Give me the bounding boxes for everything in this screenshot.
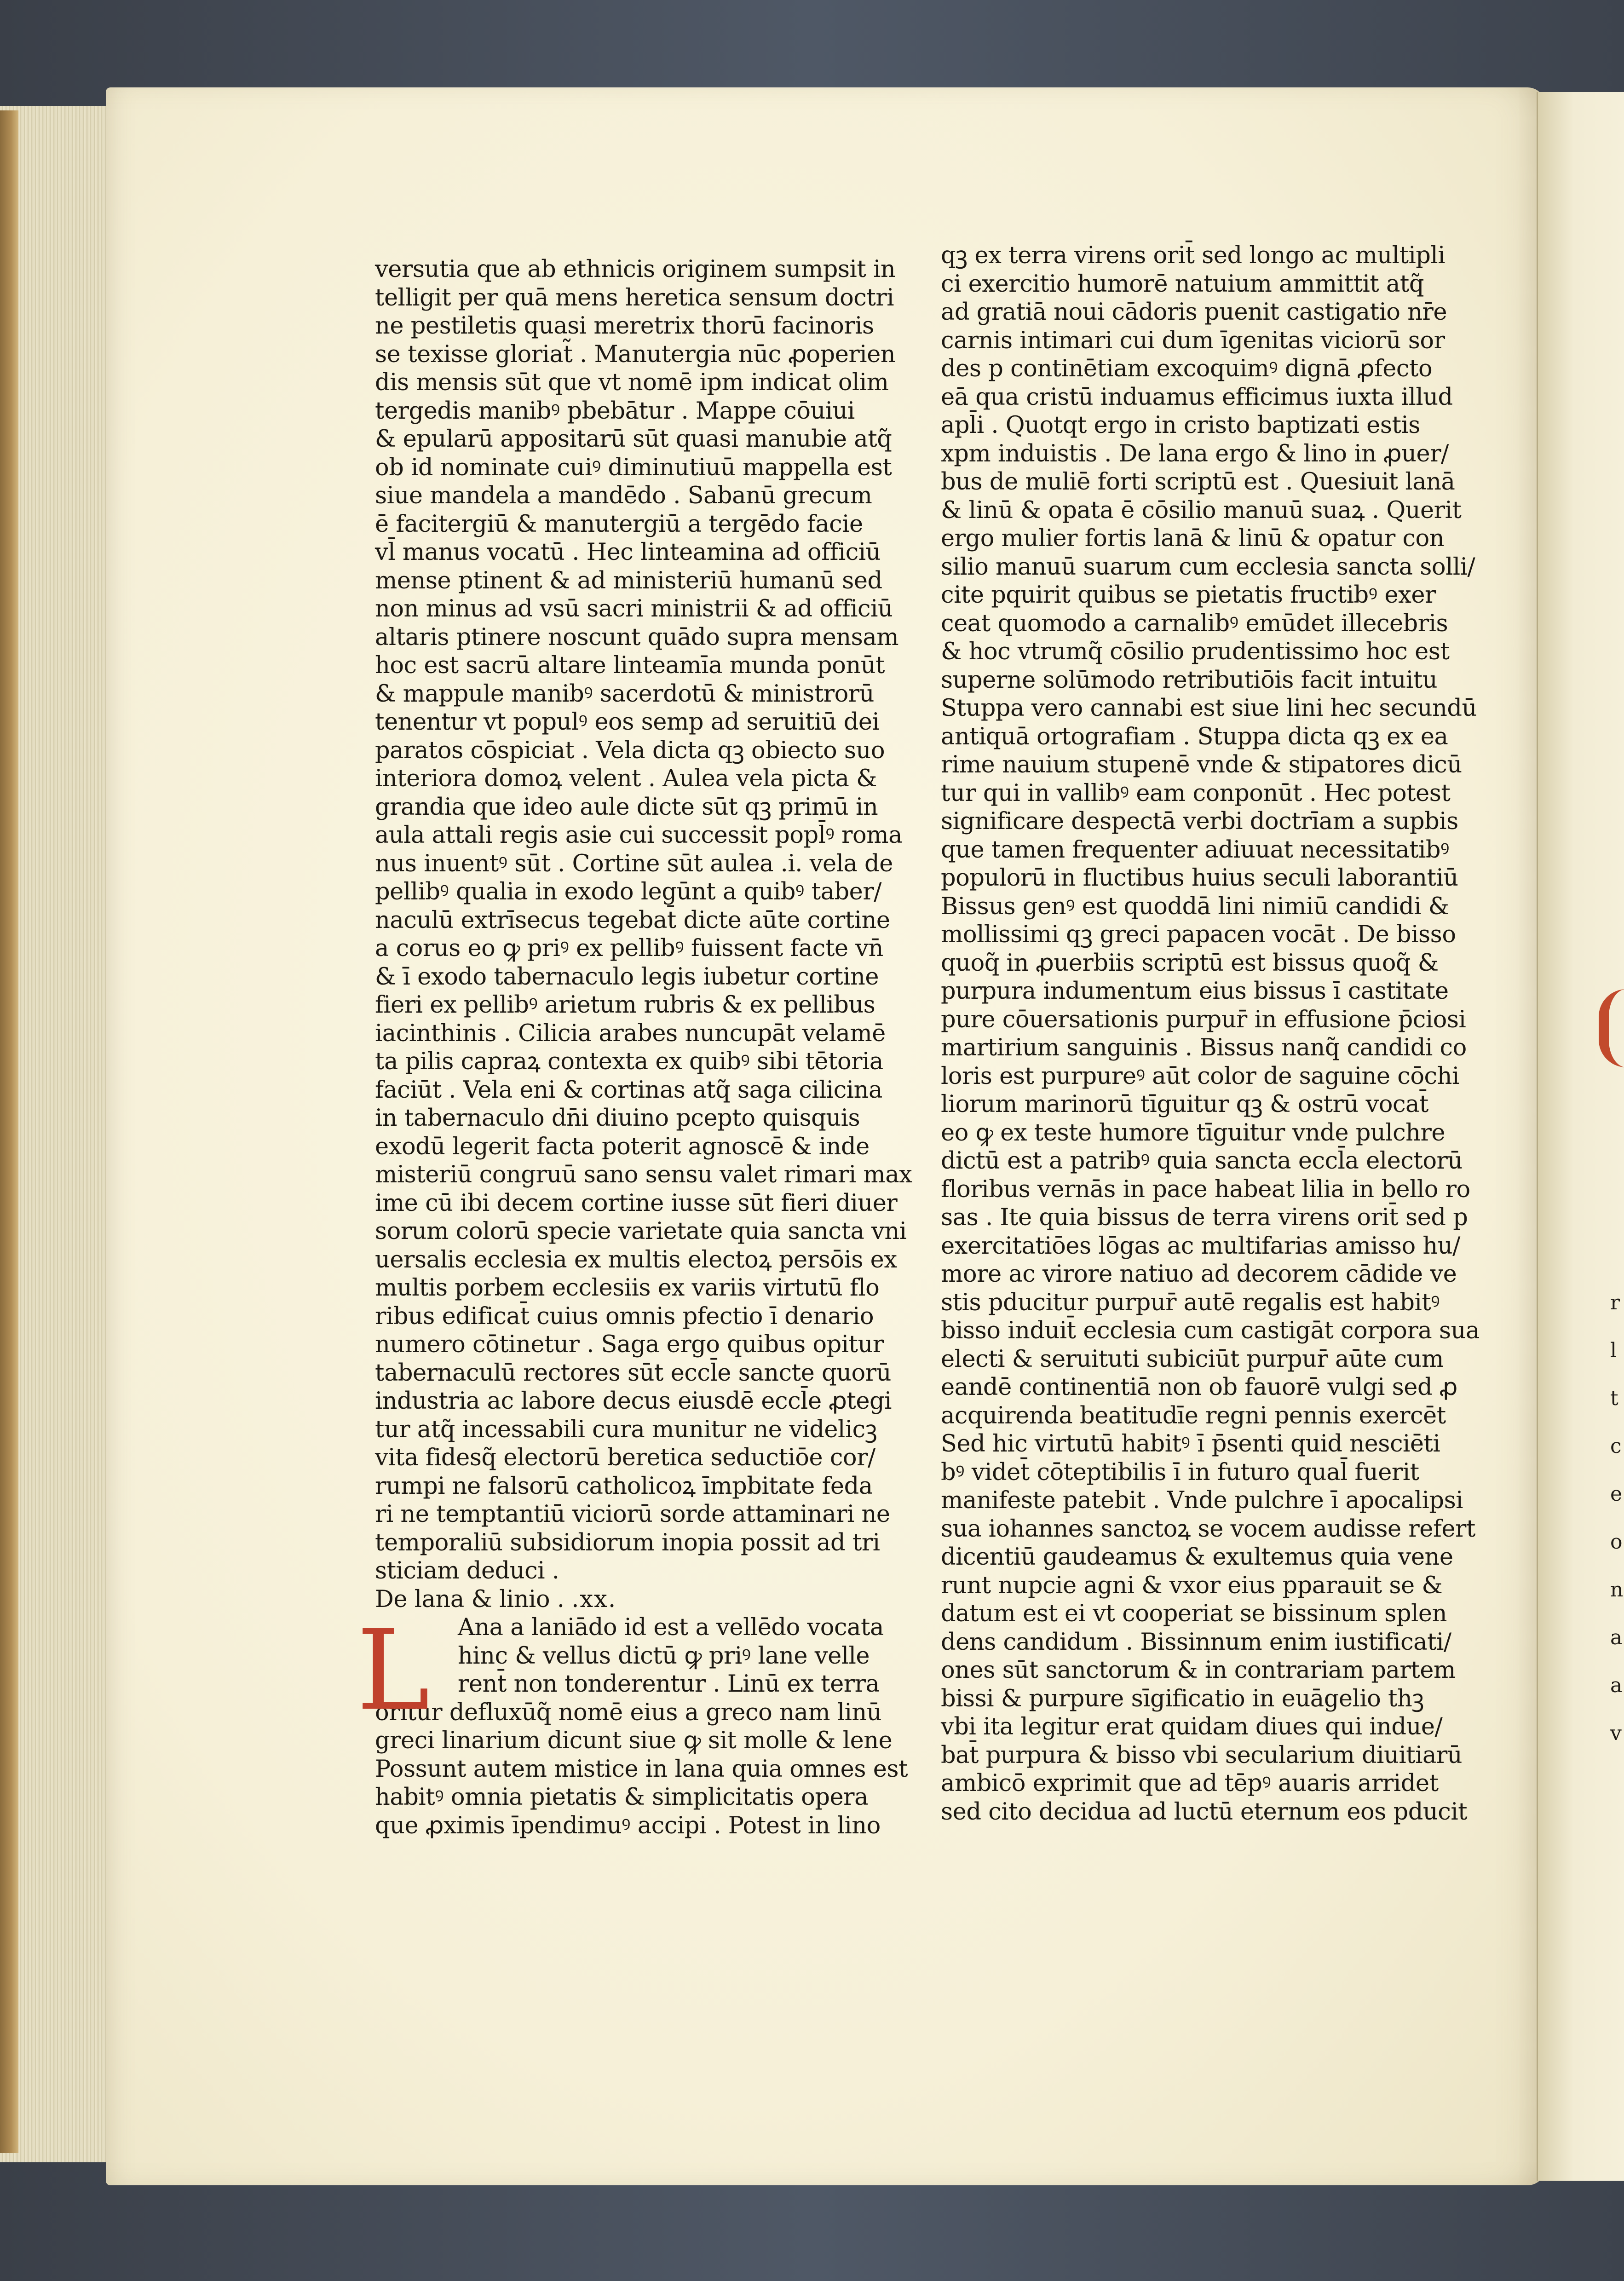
text-line: exodū legerit facta poterit agnoscē & inde	[375, 1133, 870, 1160]
facing-text-fragment: t	[1610, 1387, 1618, 1410]
text-line: temporaliū subsidiorum inopia possit ad tri	[375, 1529, 880, 1556]
text-line: numero cōtinetur . Saga ergo quibus opitur	[375, 1331, 884, 1358]
text-line: quoq̃ in ꝓuerbiis scriptū est bissus quoq̃ &	[941, 949, 1439, 977]
text-line: Bissus genꝰ est quoddā lini nimiū candidi &	[941, 893, 1449, 920]
left-column-body	[375, 255, 912, 1585]
text-line: bat̄ purpura & bisso vbi secularium diuitiarū	[941, 1741, 1463, 1769]
text-line: & hoc vtrumq̃ cōsilio prudentissimo hoc est	[941, 638, 1450, 665]
chapter-heading-title: De lana & linio .	[375, 1585, 564, 1613]
text-line: telligit per quā mens heretica sensum doctri	[375, 284, 894, 311]
text-line: iacinthinis . Cilicia arabes nuncupāt velamē	[375, 1020, 886, 1047]
right-column-body	[941, 242, 1480, 1826]
text-line: Possunt autem mistice in lana quia omnes est	[375, 1755, 908, 1783]
facing-text-fragment: o	[1610, 1530, 1623, 1554]
text-line: dis mensis sūt que vt nomē ipm indicat olim	[375, 369, 889, 396]
text-line: xpm induistis . De lana ergo & lino in ꝓuer/	[941, 440, 1449, 467]
text-line: sed cito decidua ad luctū eternum eos pducit	[941, 1798, 1468, 1826]
text-line: a corus eo ꝙ priꝰ ex pellibꝰ fuissent facte vn̄	[375, 935, 883, 962]
text-line: non minus ad vsū sacri ministrii & ad officiū	[375, 595, 893, 622]
text-line: eo ꝙ ex teste humore tīguitur vnde pulchre	[941, 1119, 1445, 1146]
facing-page-text-fragments	[1610, 1279, 1624, 1757]
text-line: sticiam deduci .	[375, 1557, 559, 1584]
facing-text-fragment: a	[1610, 1626, 1623, 1649]
text-line: faciūt . Vela eni & cortinas atq̃ saga cilicina	[375, 1076, 882, 1104]
text-line: versutia que ab ethnicis originem sumpsit in	[375, 256, 896, 283]
text-line: que ꝓximis īpendimuꝰ accipi . Potest in lino	[375, 1812, 881, 1839]
text-line: dens candidum . Bissinnum enim iustificati/	[941, 1628, 1451, 1656]
text-line: rime nauium stupenē vnde & stipatores dicū	[941, 751, 1462, 778]
text-line: ē facitergiū & manutergiū a tergēdo facie	[375, 510, 863, 538]
text-line: ones sūt sanctorum & in contrariam partem	[941, 1657, 1456, 1684]
text-line: pure cōuersationis purpur̄ in effusione p̄ciosi	[941, 1006, 1466, 1033]
text-line: ne pestiletis quasi meretrix thorū facinoris	[375, 312, 874, 340]
left-text-column	[357, 255, 912, 1840]
text-line: manifeste patebit . Vnde pulchre ī apocalipsi	[941, 1487, 1463, 1514]
text-line: superne solūmodo retributiōis facit intuitu	[941, 666, 1438, 694]
text-line: carnis intimari cui dum īgenitas viciorū sor	[941, 327, 1445, 354]
text-line: ri ne temptantiū viciorū sorde attaminari ne	[375, 1501, 890, 1528]
text-line: dictū est a patribꝰ quia sancta eccl̄a electorū	[941, 1147, 1463, 1175]
chapter-number: .xx.	[571, 1585, 617, 1613]
red-drop-initial: L	[357, 1606, 430, 1735]
text-line: interiora domoꝝ velent . Aulea vela picta &	[375, 765, 877, 792]
text-line: qꝫ ex terra virens orit̄ sed longo ac multipli	[941, 242, 1445, 269]
text-line: aula attali regis asie cui successit popl̄ꝰ roma	[375, 822, 902, 849]
facing-text-fragment: a	[1610, 1674, 1623, 1697]
text-line: mense ptinent & ad ministeriū humanū sed	[375, 567, 882, 594]
text-line: sua iohannes sanctoꝝ se vocem audisse refert	[941, 1515, 1475, 1543]
text-line: siue mandela a mandēdo . Sabanū grecum	[375, 482, 872, 509]
text-line: electi & seruituti subiciūt purpur̄ aūte cum	[941, 1345, 1444, 1373]
text-line: liorum marinorū tīguitur qꝫ & ostrū vocat̄	[941, 1091, 1428, 1118]
text-line: mollissimi qꝫ greci papacen vocāt . De bisso	[941, 921, 1456, 948]
text-line: vbi ita legitur erat quidam diues qui indue/	[941, 1713, 1443, 1740]
facing-text-fragment: l	[1610, 1339, 1617, 1362]
text-line: ob id nominate cuiꝰ diminutiuū mappella est	[375, 454, 892, 481]
text-line: datum est ei vt cooperiat se bissinum splen	[941, 1600, 1447, 1627]
text-line: antiquā ortografiam . Stuppa dicta qꝫ ex ea	[941, 723, 1448, 750]
text-line: ergo mulier fortis lanā & linū & opatur con	[941, 525, 1445, 552]
text-line: tergedis manibꝰ pbebātur . Mappe cōuiui	[375, 397, 855, 425]
text-line: des p continētiam excoquimꝰ dignā ꝓfecto	[941, 355, 1433, 382]
text-line: grandia que ideo aule dicte sūt qꝫ primū in	[375, 793, 878, 821]
facing-page	[1537, 92, 1624, 2181]
text-line: sorum colorū specie varietate quia sancta vni	[375, 1218, 907, 1245]
text-line: bissi & purpure sīgificatio in euāgelio thꝫ	[941, 1685, 1424, 1712]
text-line: populorū in fluctibus huius seculi laborantiū	[941, 864, 1458, 892]
text-line: industria ac labore decus eiusdē eccl̄e ꝓtegi	[375, 1388, 892, 1415]
text-line: apl̄i . Quotqt ergo in cristo baptizati estis	[941, 412, 1420, 439]
text-line: ribus edificat̄ cuius omnis pfectio ī denario	[375, 1302, 874, 1330]
text-line: ambicō exprimit que ad tēpꝰ auaris arridet	[941, 1770, 1439, 1797]
text-line: ta pilis capraꝝ contexta ex quibꝰ sibi tētoria	[375, 1048, 883, 1075]
text-line: ci exercitio humorē natuium ammittit atq̃	[941, 270, 1424, 298]
text-line: vita fidesq̃ electorū beretica seductiōe cor/	[375, 1444, 875, 1471]
text-line: uersalis ecclesia ex multis electoꝝ persōis ex	[375, 1246, 897, 1273]
text-line: vl̄ manus vocatū . Hec linteamina ad officiū	[375, 539, 881, 566]
left-column-continuation	[375, 1699, 908, 1840]
text-line: oritur defluxūq̃ nomē eius a greco nam linū	[375, 1699, 882, 1726]
text-line: runt nupcie agni & vxor eius pparauit se &	[941, 1572, 1443, 1599]
text-line: ad gratiā noui cādoris puenit castigatio nr̄e	[941, 299, 1447, 326]
text-line: que tamen frequenter adiuuat necessitatibꝰ	[941, 836, 1450, 864]
facing-text-fragment: v	[1610, 1722, 1622, 1745]
text-line: rent̄ non tonderentur . Linū ex terra	[458, 1670, 880, 1698]
text-line: eā qua cristū induamus efficimus iuxta illud	[941, 383, 1453, 411]
text-line: exercitatiōes lōgas ac multifarias amisso hu/	[941, 1232, 1460, 1260]
text-line: & epularū appositarū sūt quasi manubie atq̃	[375, 426, 892, 453]
text-line: ime cū ibi decem cortine iusse sūt fieri diuer	[375, 1189, 898, 1217]
text-line: ceat quomodo a carnalibꝰ emūdet illecebris	[941, 610, 1448, 637]
text-line: nus inuentꝰ sūt . Cortine sūt aulea .i. vela de	[375, 850, 893, 877]
right-text-column	[941, 242, 1480, 1826]
text-line: sas . Ite quia bissus de terra virens orit̄ sed p	[941, 1204, 1468, 1231]
text-line: Ana a laniādo id est a vellēdo vocata	[458, 1614, 884, 1641]
text-line: dicentiū gaudeamus & exultemus quia vene	[941, 1544, 1453, 1571]
text-line: tur qui in vallibꝰ eam conponūt . Hec potest	[941, 779, 1451, 807]
text-line: hoc est sacrū altare linteamīa munda ponūt	[375, 652, 885, 679]
text-line: misteriū congruū sano sensu valet rimari max	[375, 1161, 912, 1188]
text-line: pellibꝰ qualia in exodo legūnt a quibꝰ taber/	[375, 878, 881, 905]
text-line: more ac virore natiuo ad decorem cādide ve	[941, 1261, 1457, 1288]
text-line: se texisse gloriat̃ . Manutergia nūc ꝓoperien	[375, 340, 896, 368]
text-line: Sed hic virtutū habitꝰ ī p̄senti quid nesciēti	[941, 1430, 1440, 1457]
text-line: eandē continentiā non ob fauorē vulgi sed ꝓ	[941, 1374, 1457, 1401]
text-line: habitꝰ omnia pietatis & simplicitatis opera	[375, 1784, 868, 1811]
text-line: paratos cōspiciat . Vela dicta qꝫ obiecto suo	[375, 737, 885, 764]
drop-initial-lines	[375, 1613, 884, 1699]
facing-text-fragment: r	[1610, 1291, 1620, 1314]
text-line: & ī exodo tabernaculo legis iubetur cortine	[375, 963, 879, 991]
text-line: hinc & vellus dictū ꝙ priꝰ lane velle	[458, 1642, 870, 1670]
text-line: naculū extrīsecus tegebat̄ dicte aūte cortine	[375, 906, 890, 934]
text-line: loris est purpureꝰ aūt color de saguine cōchi	[941, 1062, 1459, 1090]
text-line: martirium sanguinis . Bissus nanq̃ candidi co	[941, 1034, 1467, 1061]
text-line: & linū & opata ē cōsilio manuū suaꝝ . Querit	[941, 496, 1462, 524]
chapter-heading	[375, 1585, 835, 1614]
text-line: silio manuū suarum cum ecclesia sancta solli/	[941, 553, 1475, 581]
text-line: bisso induit̄ ecclesia cum castigāt corpora sua	[941, 1317, 1480, 1344]
text-line: rumpi ne falsorū catholicoꝝ īmpbitate feda	[375, 1472, 873, 1500]
facing-text-fragment: c	[1610, 1434, 1622, 1458]
text-line: tenentur vt populꝰ eos semp ad seruitiū dei	[375, 708, 880, 736]
text-line: tur atq̃ incessabili cura munitur ne videlicꝫ	[375, 1416, 877, 1443]
text-line: greci linarium dicunt siue ꝙ sit molle & lene	[375, 1727, 893, 1754]
text-line: fieri ex pellibꝰ arietum rubris & ex pellibus	[375, 991, 875, 1019]
text-line: Stuppa vero cannabi est siue lini hec secundū	[941, 695, 1477, 722]
text-line: bus de muliē forti scriptū est . Quesiuit lanā	[941, 468, 1455, 495]
text-line: acquirenda beatitudīe regni pennis exercēt	[941, 1402, 1446, 1429]
text-line: significare despectā verbi doctrīam a supbis	[941, 808, 1458, 835]
text-line: in tabernaculo dn̄i diuino pcepto quisquis	[375, 1105, 860, 1132]
text-line: multis porbem ecclesiis ex variis virtutū flo	[375, 1274, 880, 1302]
text-line: altaris ptinere noscunt quādo supra mensam	[375, 623, 899, 651]
text-line: purpura indumentum eius bissus ī castitate	[941, 978, 1449, 1005]
text-line: cite pquirit quibus se pietatis fructibꝰ exer	[941, 582, 1436, 609]
text-line: stis pducitur purpur̄ autē regalis est habitꝰ	[941, 1289, 1440, 1316]
text-line: bꝰ videt̄ cōteptibilis ī in futuro qual̄ fuerit	[941, 1458, 1419, 1486]
text-line: floribus vernās in pace habeat lilia in bello ro	[941, 1175, 1470, 1203]
text-line: & mappule manibꝰ sacerdotū & ministrorū	[375, 680, 875, 708]
facing-text-fragment: n	[1610, 1578, 1624, 1601]
facing-text-fragment: e	[1610, 1482, 1623, 1506]
book-binding	[0, 110, 18, 2153]
text-line: tabernaculū rectores sūt eccl̄e sancte quorū	[375, 1359, 891, 1387]
